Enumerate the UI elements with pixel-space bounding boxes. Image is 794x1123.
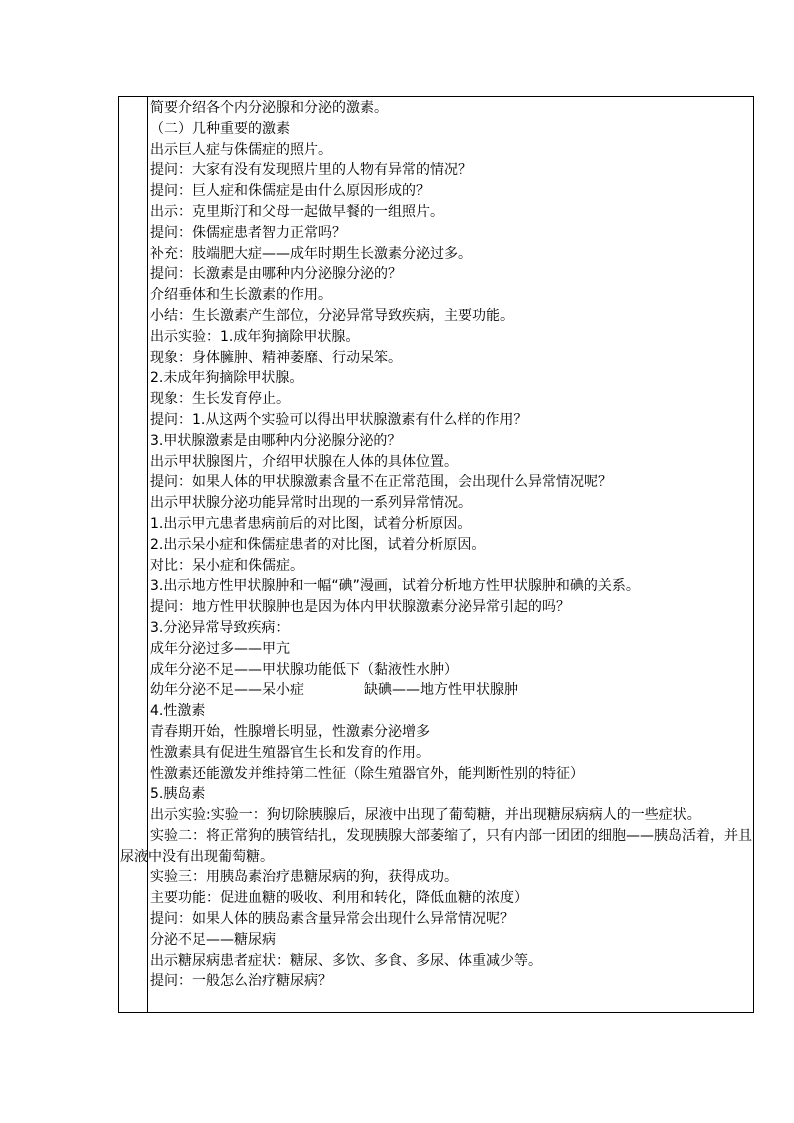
text-line: 分泌不足——糖尿病	[150, 931, 276, 948]
text-line: 2.出示呆小症和侏儒症患者的对比图，试着分析原因。	[150, 536, 486, 553]
text-line: 出示实验：1.成年狗摘除甲状腺。	[150, 328, 360, 345]
text-line: 提问：一般怎么治疗糖尿病？	[150, 973, 332, 990]
text-line: 提问：侏儒症患者智力正常吗？	[150, 224, 346, 241]
text-line: 出示：克里斯汀和父母一起做早餐的一组照片。	[150, 203, 444, 220]
text-line: 出示糖尿病患者症状：糖尿、多饮、多食、多尿、体重减少等。	[150, 952, 542, 969]
text-line: 3.分泌异常导致疾病：	[150, 619, 290, 636]
text-line: 现象：身体臃肿、精神萎靡、行动呆笨。	[150, 349, 402, 366]
text-line: 出示甲状腺分泌功能异常时出现的一系列异常情况。	[150, 495, 472, 512]
text-line: 实验三：用胰岛素治疗患糖尿病的狗，获得成功。	[150, 869, 458, 886]
table-left-column	[118, 96, 148, 1013]
text-line-split	[150, 680, 752, 701]
text-line: 3.出示地方性甲状腺肿和一幅“碘”漫画，试着分析地方性甲状腺肿和碘的关系。	[150, 578, 640, 595]
section-heading: （二）几种重要的激素	[150, 120, 290, 137]
text-line: 补充：肢端肥大症——成年时期生长激素分泌过多。	[150, 245, 472, 262]
text-line: 成年分泌不足——甲状腺功能低下（黏液性水肿）	[150, 661, 458, 678]
text-line: 提问：地方性甲状腺肿也是因为体内甲状腺激素分泌异常引起的吗？	[150, 599, 570, 616]
split-left-text: 幼年分泌不足——呆小症	[150, 682, 304, 699]
text-line: 出示甲状腺图片，介绍甲状腺在人体的具体位置。	[150, 453, 458, 470]
text-line: 提问：1.从这两个实验可以得出甲状腺激素有什么样的作用？	[150, 411, 528, 428]
split-right-text: 缺碘——地方性甲状腺肿	[364, 682, 518, 699]
table-content-cell	[120, 98, 752, 992]
text-line: 出示巨人症与侏儒症的照片。	[150, 141, 332, 158]
text-line: 小结：生长激素产生部位，分泌异常导致疾病，主要功能。	[150, 307, 514, 324]
text-line: 4.性激素	[150, 703, 206, 720]
text-line: 3.甲状腺激素是由哪种内分泌腺分泌的？	[150, 432, 402, 449]
text-line: 性激素具有促进生殖器官生长和发育的作用。	[150, 744, 430, 761]
text-line: 提问：长激素是由哪种内分泌腺分泌的？	[150, 266, 402, 283]
text-line: 提问：如果人体的胰岛素含量异常会出现什么异常情况呢？	[150, 911, 514, 928]
text-line: 提问：如果人体的甲状腺激素含量不在正常范围，会出现什么异常情况呢？	[150, 474, 612, 491]
text-line: 提问：大家有没有发现照片里的人物有异常的情况？	[150, 162, 472, 179]
text-line: 成年分泌过多——甲亢	[150, 640, 290, 657]
text-line: 介绍垂体和生长激素的作用。	[150, 287, 332, 304]
text-line: 5.胰岛素	[150, 786, 206, 803]
text-line: 简要介绍各个内分泌腺和分泌的激素。	[150, 100, 388, 116]
text-line: 现象：生长发育停止。	[150, 391, 290, 408]
paragraph-experiment-one: 出示实验:实验一：狗切除胰腺后，尿液中出现了葡萄糖，并出现糖尿病病人的一些症状。	[150, 807, 701, 824]
text-line: 2.未成年狗摘除甲状腺。	[150, 370, 304, 387]
text-line: 青春期开始，性腺增长明显，性激素分泌增多	[150, 723, 430, 740]
text-line: 1.出示甲亢患者患病前后的对比图，试着分析原因。	[150, 515, 472, 532]
text-line: 提问：巨人症和侏儒症是由什么原因形成的？	[150, 183, 430, 200]
paragraph-experiment-two: 实验二：将正常狗的胰管结扎，发现胰腺大部萎缩了，只有内部一团团的细胞——胰岛活着，并且尿液中没有出现葡萄糖。	[120, 827, 752, 865]
text-line: 对比：呆小症和侏儒症。	[150, 557, 304, 574]
text-line: 主要功能：促进血糖的吸收、利用和转化，降低血糖的浓度）	[150, 890, 528, 907]
text-line: 性激素还能激发并维持第二性征（除生殖器官外，能判断性别的特征）	[150, 765, 584, 782]
